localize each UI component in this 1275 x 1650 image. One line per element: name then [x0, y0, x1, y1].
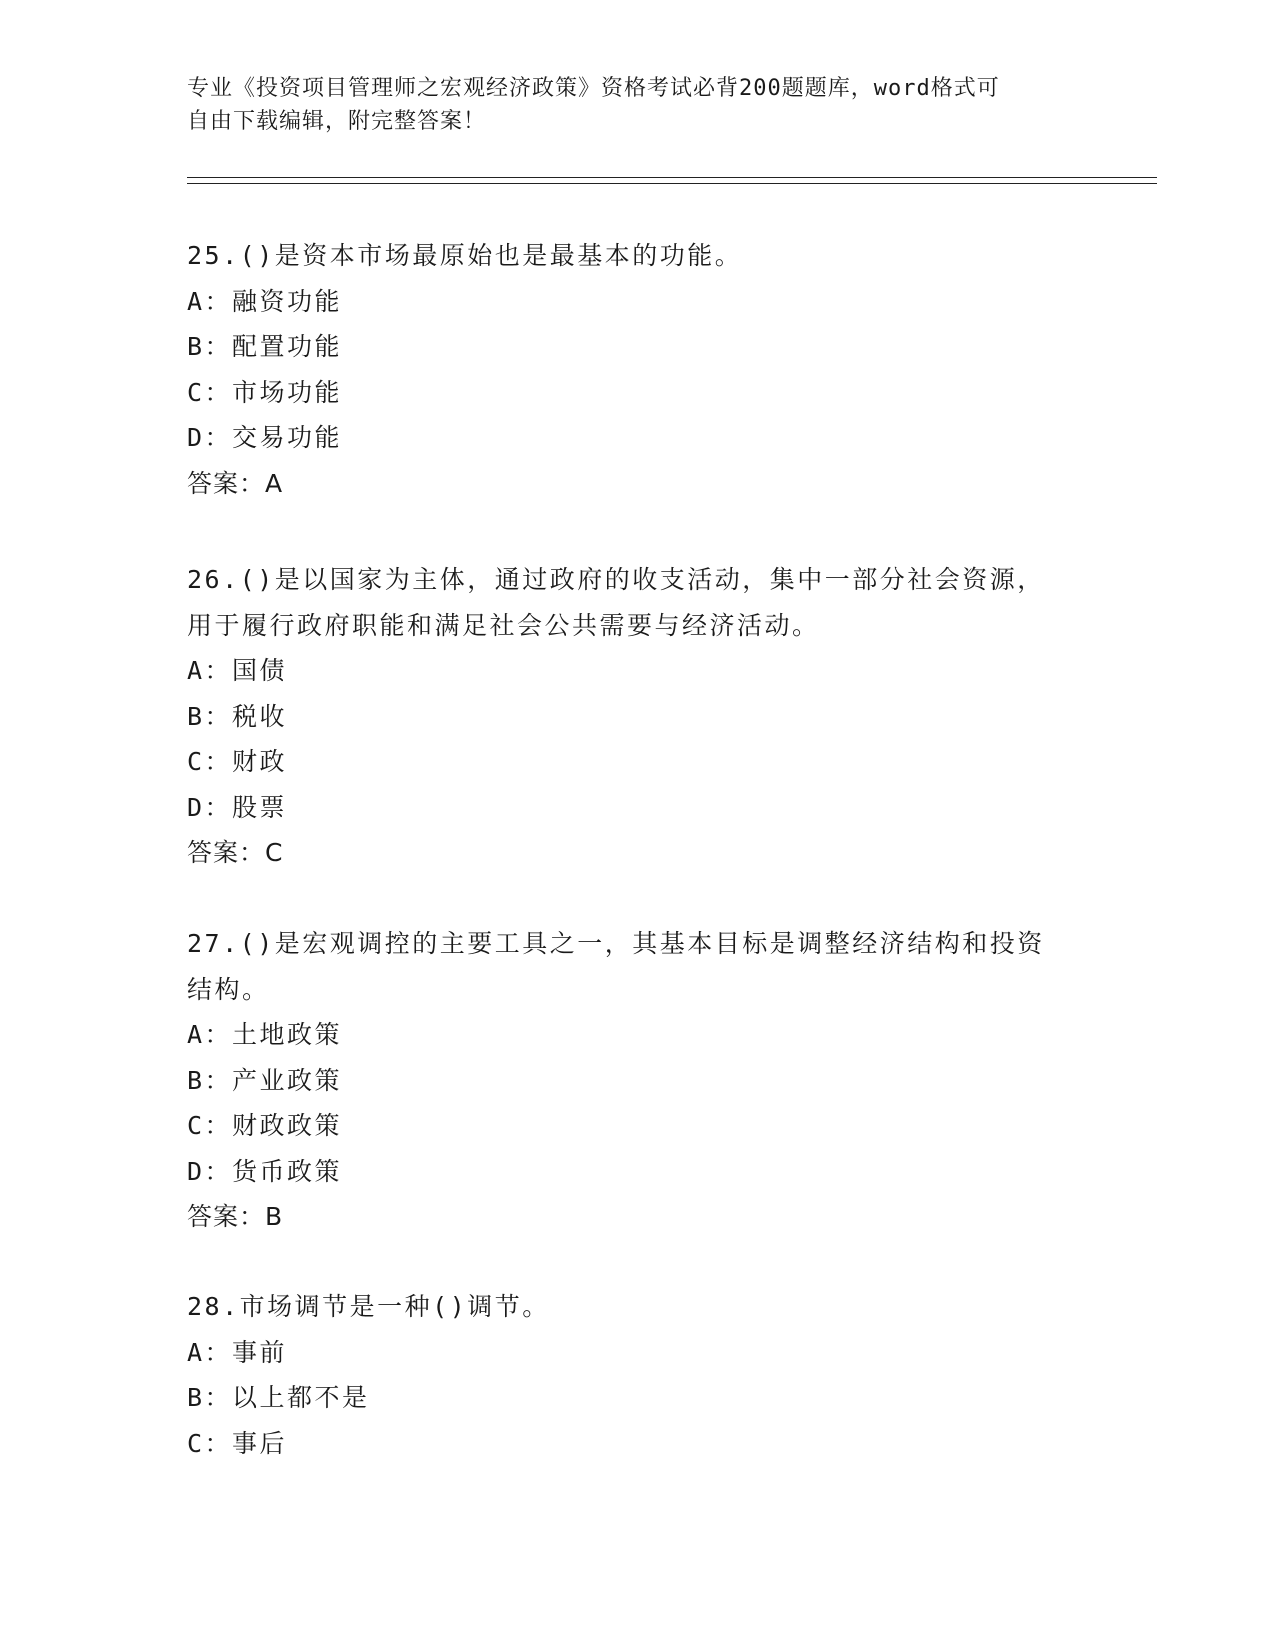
option-d: D：股票 [187, 792, 288, 822]
option-b: B：产业政策 [187, 1065, 343, 1095]
option-d: D：交易功能 [187, 423, 343, 452]
option-c: C：事后 [187, 1428, 288, 1458]
option-a: A：事前 [187, 1337, 288, 1367]
question-stem: 28.市场调节是一种()调节。 [187, 1292, 550, 1321]
question-stem-continued: 用于履行政府职能和满足社会公共需要与经济活动。 [187, 610, 820, 640]
option-c: C：财政 [187, 747, 288, 776]
question-stem: 25.()是资本市场最原始也是最基本的功能。 [187, 241, 743, 270]
option-b: B：配置功能 [187, 332, 343, 361]
answer-line: 答案：B [187, 1202, 284, 1231]
header-divider-top [187, 177, 1157, 178]
answer-line: 答案：A [187, 468, 284, 498]
header-line-2: 自由下载编辑，附完整答案！ [187, 109, 487, 134]
option-d: D：货币政策 [187, 1156, 343, 1186]
question-27 [187, 921, 1087, 1240]
question-stem: 27.()是宏观调控的主要工具之一，其基本目标是调整经济结构和投资 [187, 929, 1045, 958]
document-header [187, 72, 1067, 138]
question-stem: 26.()是以国家为主体，通过政府的收支活动，集中一部分社会资源， [187, 565, 1045, 594]
option-c: C：市场功能 [187, 377, 343, 407]
option-b: B：税收 [187, 701, 288, 731]
option-c: C：财政政策 [187, 1111, 343, 1140]
option-a: A：土地政策 [187, 1020, 343, 1049]
option-a: A：国债 [187, 656, 288, 685]
option-a: A：融资功能 [187, 286, 343, 316]
header-divider-bottom [187, 183, 1157, 184]
question-25 [187, 233, 1087, 506]
question-28 [187, 1284, 1087, 1466]
answer-line: 答案：C [187, 838, 284, 867]
header-line-1: 专业《投资项目管理师之宏观经济政策》资格考试必背200题题库，word格式可 [187, 76, 1000, 101]
question-26 [187, 557, 1087, 876]
option-b: B：以上都不是 [187, 1383, 370, 1412]
question-stem-continued: 结构。 [187, 974, 270, 1004]
